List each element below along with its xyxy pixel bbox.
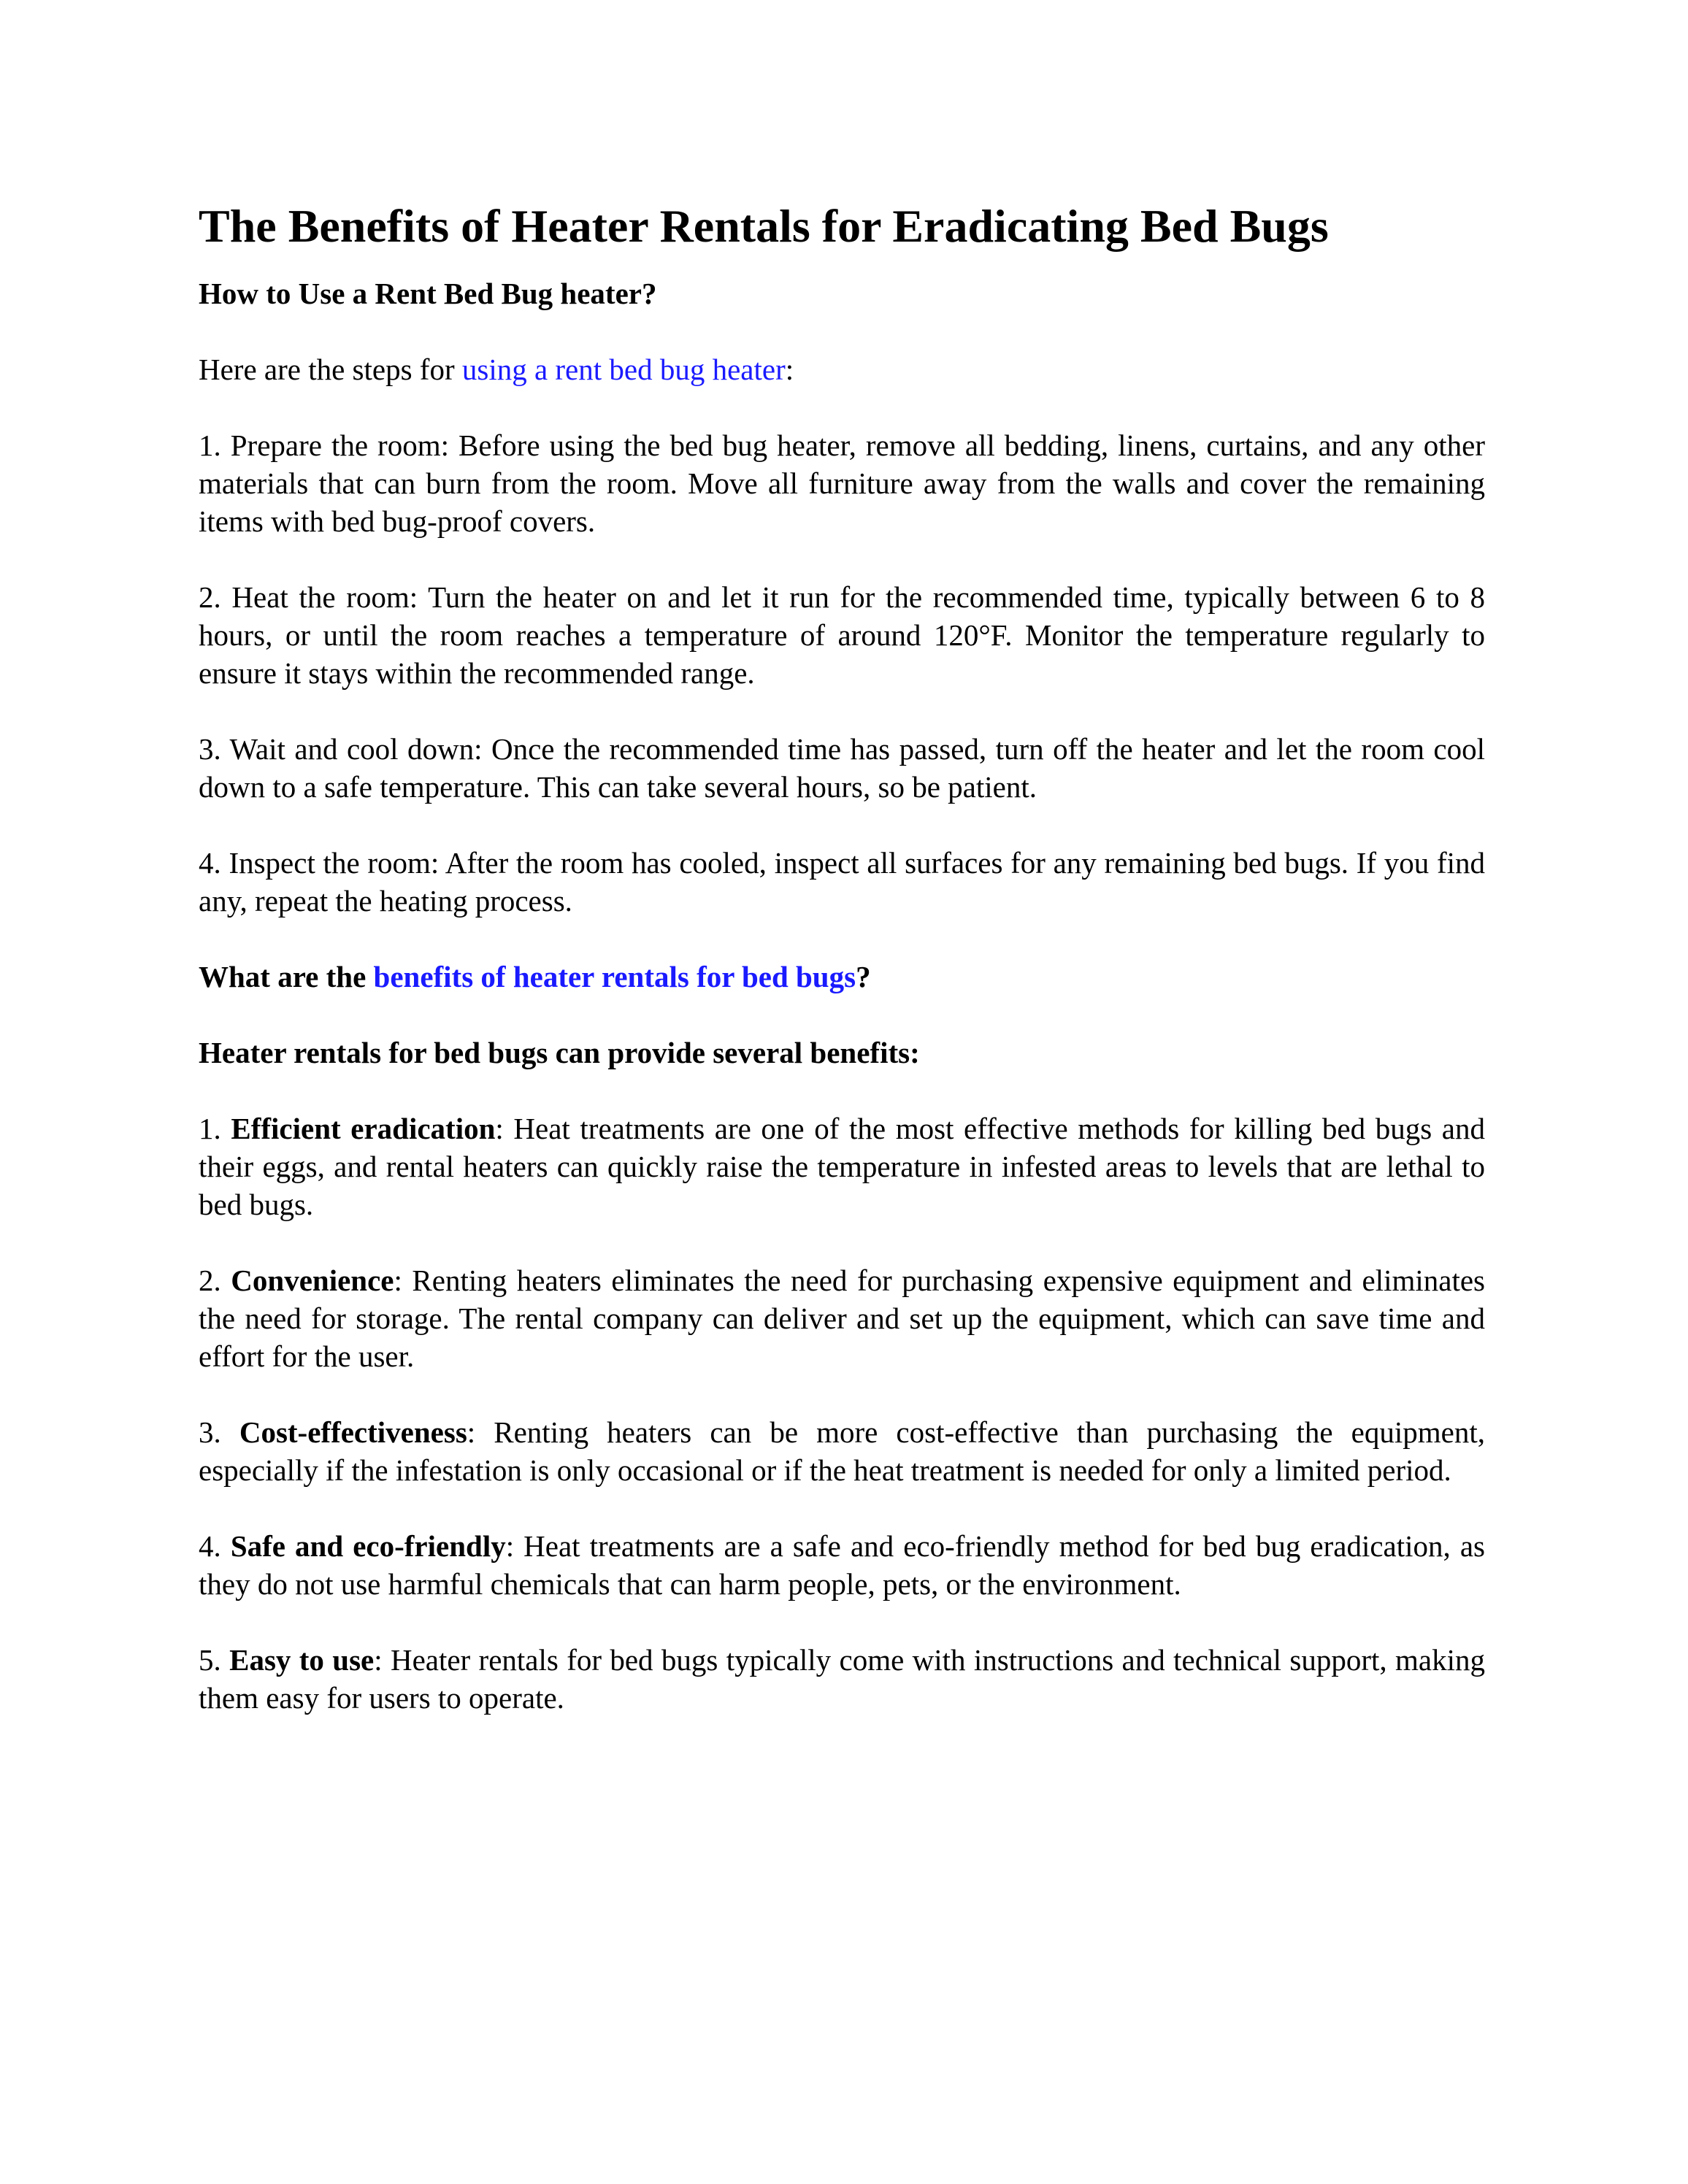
- benefit-number: 1.: [199, 1112, 231, 1145]
- benefits-link[interactable]: benefits of heater rentals for bed bugs: [373, 960, 856, 993]
- benefit-text: : Heat treatments are a safe and eco-friendly method for bed bug eradication, as they do not use harmful chemicals that can harm people, pets, or the environment.: [199, 1529, 1486, 1601]
- benefit-text: : Renting heaters eliminates the need for purchasing expensive equipment and eliminates the need for storage. The rental company can deliver and set up the equipment, which can save time and effort for the user.: [199, 1264, 1485, 1373]
- benefit-term: Convenience: [231, 1264, 394, 1297]
- benefit-term: Efficient eradication: [231, 1112, 496, 1145]
- benefit-term: Cost-effectiveness: [239, 1415, 467, 1449]
- step-item-4: 4. Inspect the room: After the room has cooled, inspect all surfaces for any remaining bed bugs. If you find any, repeat the heating process.: [199, 846, 1485, 918]
- benefit-item-4: [199, 1527, 1485, 1603]
- benefits-heading-prefix: What are the: [199, 960, 374, 993]
- benefits-heading-suffix: ?: [856, 960, 871, 993]
- benefit-item-2: [199, 1261, 1485, 1375]
- section-heading-how-to-use: How to Use a Rent Bed Bug heater?: [199, 277, 657, 310]
- section-heading-benefits: [199, 958, 1485, 996]
- document-page: [199, 197, 1485, 1717]
- steps-intro: [199, 350, 1485, 388]
- benefit-number: 5.: [199, 1643, 230, 1677]
- benefit-text: : Heater rentals for bed bugs typically come with instructions and technical support, making them easy for users to operate.: [199, 1643, 1485, 1715]
- benefit-number: 2.: [199, 1264, 231, 1297]
- using-heater-link[interactable]: using a rent bed bug heater: [461, 353, 786, 386]
- step-item-2: 2. Heat the room: Turn the heater on and let it run for the recommended time, typically between 6 to 8 hours, or until the room reaches a temperature of around 120°F. Monitor the temperature regularly to ensure it stays within the recommended range.: [199, 580, 1485, 690]
- benefits-subheading: Heater rentals for bed bugs can provide several benefits:: [199, 1036, 920, 1069]
- step-item-3: 3. Wait and cool down: Once the recommended time has passed, turn off the heater and let the room cool down to a safe temperature. This can take several hours, so be patient.: [199, 732, 1485, 804]
- benefit-term: Safe and eco-friendly: [230, 1529, 506, 1563]
- benefit-item-5: [199, 1641, 1485, 1717]
- steps-intro-prefix: Here are the steps for: [199, 353, 462, 386]
- benefit-number: 3.: [199, 1415, 239, 1449]
- benefit-text: : Heat treatments are one of the most effective methods for killing bed bugs and their eggs, and rental heaters can quickly raise the temperature in infested areas to levels that are lethal to bed bugs.: [199, 1112, 1485, 1221]
- steps-intro-suffix: :: [785, 353, 794, 386]
- benefit-text: : Renting heaters can be more cost-effective than purchasing the equipment, especially if the infestation is only occasional or if the heat treatment is needed for only a limited period.: [199, 1415, 1485, 1487]
- benefit-number: 4.: [199, 1529, 231, 1563]
- step-item-1: 1. Prepare the room: Before using the bed bug heater, remove all bedding, linens, curtains, and any other materials that can burn from the room. Move all furniture away from the walls and cover the remaining items with bed bug-proof covers.: [199, 428, 1485, 538]
- benefit-item-3: [199, 1413, 1485, 1489]
- benefit-term: Easy to use: [229, 1643, 375, 1677]
- document-title: The Benefits of Heater Rentals for Eradicating Bed Bugs: [199, 200, 1329, 252]
- benefit-item-1: [199, 1110, 1485, 1223]
